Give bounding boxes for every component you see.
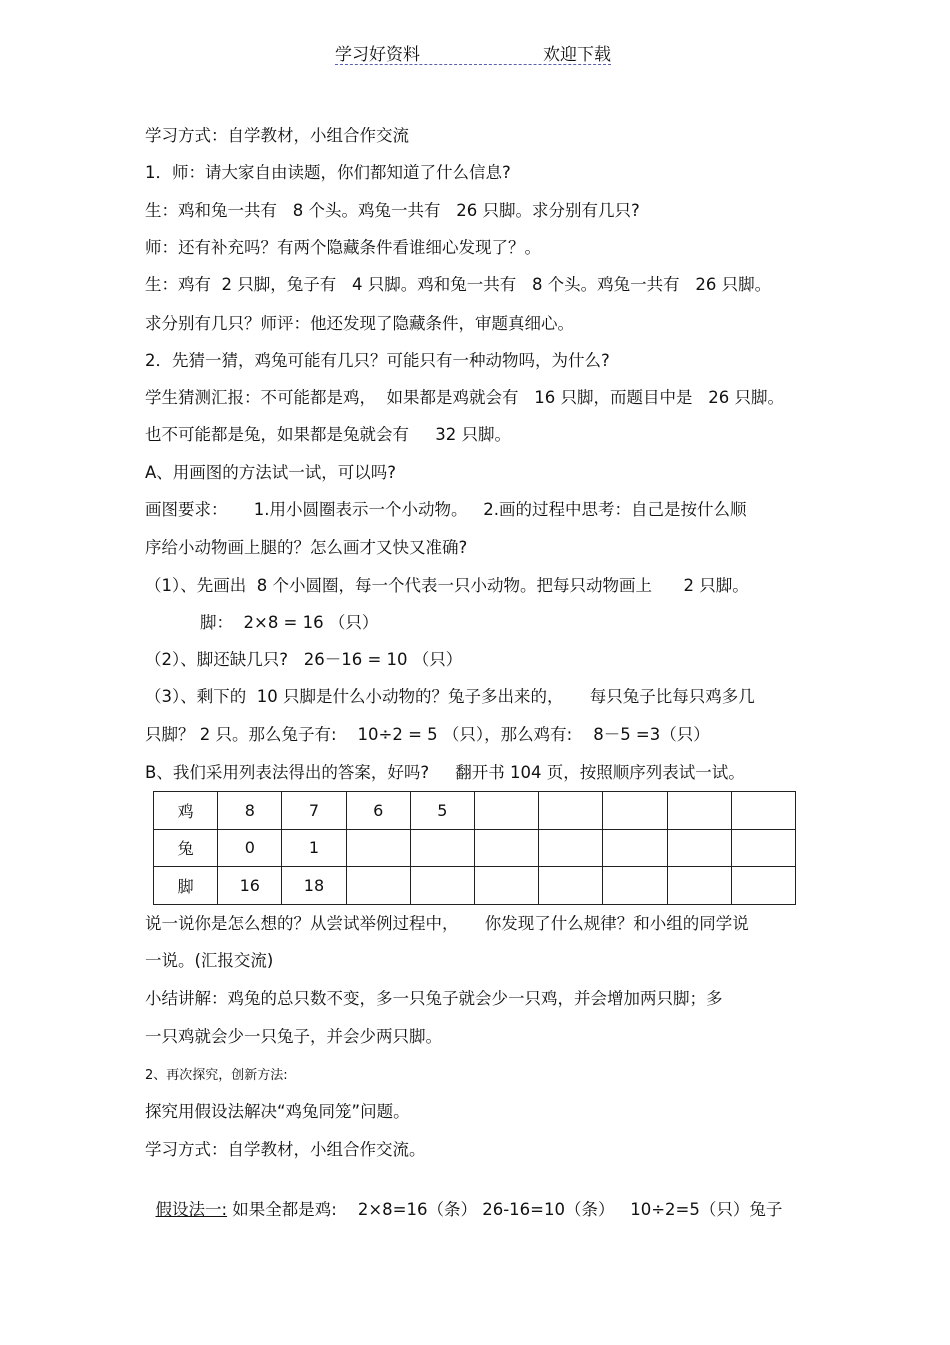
table-cell: 兔 (154, 829, 218, 867)
table-cell (603, 792, 667, 830)
table-cell (410, 829, 474, 867)
table-cell (667, 829, 731, 867)
table-row (154, 867, 796, 905)
text-line: 2．先猜一猜，鸡兔可能有几只？可能只有一种动物吗，为什么? (145, 351, 610, 370)
table-cell (667, 792, 731, 830)
table-row (154, 792, 796, 830)
table-cell (731, 792, 795, 830)
method-label: 假设法一: (155, 1200, 228, 1219)
table-cell (474, 867, 538, 905)
text-line: 小结讲解：鸡兔的总只数不变，多一只兔子就会少一只鸡，并会增加两只脚；多 (145, 989, 723, 1008)
table-cell: 7 (282, 792, 346, 830)
section-heading: 2、再次探究，创新方法: (145, 1068, 288, 1083)
table-cell (731, 867, 795, 905)
table-cell: 16 (218, 867, 282, 905)
text-line: 序给小动物画上腿的？怎么画才又快又准确? (145, 538, 468, 557)
table-cell: 0 (218, 829, 282, 867)
text-line: 师：还有补充吗？有两个隐藏条件看谁细心发现了？。 (145, 238, 541, 257)
table-cell (410, 867, 474, 905)
text-line: 画图要求： 1.用小圆圈表示一个小动物。 2.画的过程中思考：自己是按什么顺 (145, 500, 747, 519)
text-line: 求分别有几只？师评：他还发现了隐藏条件，审题真细心。 (145, 314, 574, 333)
table-cell (539, 829, 603, 867)
text-line: 也不可能都是兔，如果都是兔就会有 32 只脚。 (145, 425, 511, 444)
text-line: 学习方式：自学教材，小组合作交流。 (145, 1140, 426, 1159)
table-cell: 6 (346, 792, 410, 830)
text-line: 一只鸡就会少一只兔子，并会少两只脚。 (145, 1027, 442, 1046)
text-line: 生：鸡有 2 只脚，兔子有 4 只脚。鸡和兔一共有 8 个头。鸡兔一共有 26 只脚。 (145, 275, 772, 294)
table-cell (346, 867, 410, 905)
table-cell (603, 829, 667, 867)
chicken-rabbit-table (153, 791, 796, 905)
text-line: B、我们采用列表法得出的答案，好吗? 翻开书 104 页，按照顺序列表试一试。 (145, 763, 745, 782)
table-cell (539, 867, 603, 905)
table-cell (346, 829, 410, 867)
text-line: （1）、先画出 8 个小圆圈，每一个代表一只小动物。把每只动物画上 2 只脚。 (145, 576, 749, 595)
text-line: 一说。(汇报交流) (145, 951, 274, 970)
text-line: 1．师：请大家自由读题，你们都知道了什么信息? (145, 163, 511, 182)
table-cell (731, 829, 795, 867)
table-cell: 1 (282, 829, 346, 867)
table-cell (603, 867, 667, 905)
table-cell: 脚 (154, 867, 218, 905)
text-line: 说一说你是怎么想的？从尝试举例过程中， 你发现了什么规律？和小组的同学说 (145, 914, 749, 933)
table-cell: 18 (282, 867, 346, 905)
text-line: 生：鸡和兔一共有 8 个头。鸡兔一共有 26 只脚。求分别有几只? (145, 201, 640, 220)
table-cell (474, 829, 538, 867)
text-line: 学习方式：自学教材，小组合作交流 (145, 126, 409, 145)
table-row (154, 829, 796, 867)
text-line: A、用画图的方法试一试，可以吗? (145, 463, 397, 482)
text-line: 探究用假设法解决“鸡兔同笼”问题。 (145, 1102, 410, 1121)
text-line: 学生猜测汇报：不可能都是鸡， 如果都是鸡就会有 16 只脚，而题目中是 26 只脚。 (145, 388, 784, 407)
text-line: 脚： 2×8 = 16 （只） (200, 613, 379, 632)
table-cell (667, 867, 731, 905)
header-right-text: 欢迎下载 (543, 45, 611, 65)
text-line: 只脚？ 2 只。那么兔子有: 10÷2 = 5 （只），那么鸡有: 8－5 =3（只） (145, 725, 710, 744)
table-cell: 鸡 (154, 792, 218, 830)
table-cell (474, 792, 538, 830)
table-cell (539, 792, 603, 830)
text-line: （2）、脚还缺几只? 26－16 = 10 （只） (145, 650, 463, 669)
text-line: （3）、剩下的 10 只脚是什么小动物的？兔子多出来的， 每只兔子比每只鸡多几 (145, 687, 755, 706)
header-left-text: 学习好资料 (335, 45, 420, 65)
table-cell: 8 (218, 792, 282, 830)
table-cell: 5 (410, 792, 474, 830)
page-header (335, 40, 611, 65)
method-text: 如果全都是鸡: 2×8=16（条） 26-16=10（条） 10÷2=5（只）兔子 (227, 1200, 783, 1219)
text-line (145, 1177, 782, 1221)
